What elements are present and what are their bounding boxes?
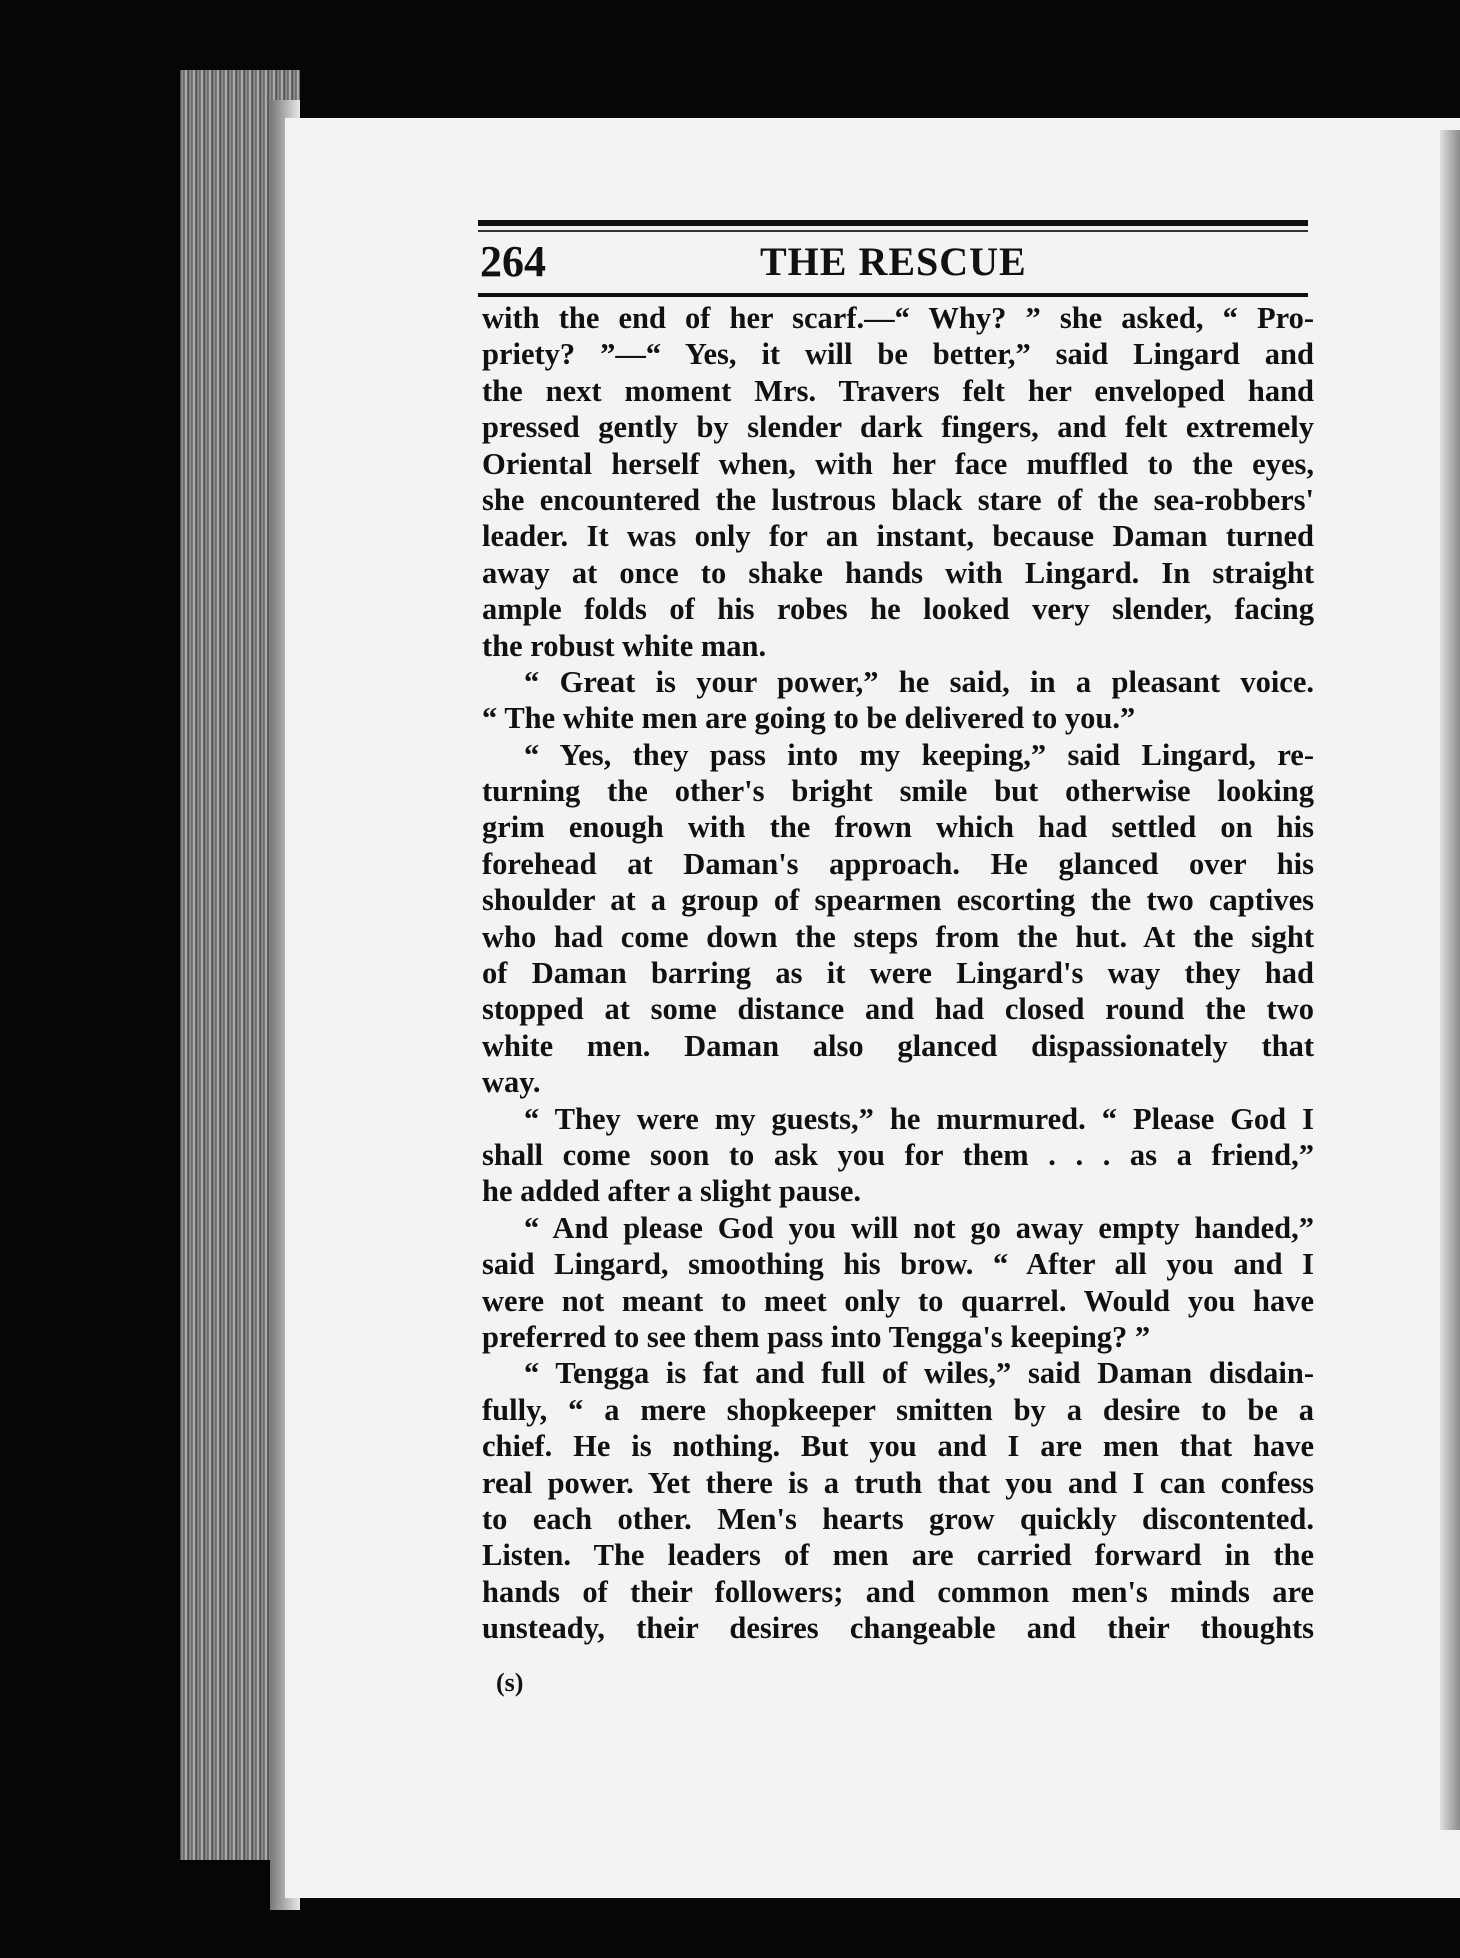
text-line: the robust white man.	[482, 628, 767, 663]
text-line: with the end of her scarf.—“ Why? ” she asked, “ Pro-	[482, 301, 1314, 335]
text-line: chief. He is nothing. But you and I are men that have	[482, 1429, 1314, 1464]
text-line: were not meant to meet only to quarrel. Would you have	[482, 1283, 1314, 1318]
text-line: “ They were my guests,” he murmured. “ Please God I	[524, 1101, 1314, 1136]
header-rule-top	[478, 220, 1308, 226]
running-head: THE RESCUE	[760, 239, 1027, 284]
text-line: “ And please God you will not go away empty handed,”	[524, 1210, 1314, 1245]
text-line: “ The white men are going to be delivered to you.”	[482, 701, 1136, 736]
text-line: ample folds of his robes he looked very slender, facing	[482, 592, 1314, 627]
header-rule-top-thin	[478, 230, 1308, 232]
text-line: the next moment Mrs. Travers felt her enveloped hand	[482, 373, 1314, 408]
text-line: who had come down the steps from the hut. At the sight	[482, 919, 1314, 954]
text-line: turning the other's bright smile but otherwise looking	[482, 774, 1314, 809]
text-line: “ Great is your power,” he said, in a pleasant voice.	[524, 664, 1314, 699]
text-line: unsteady, their desires changeable and their thoughts	[482, 1611, 1314, 1646]
text-line: grim enough with the frown which had settled on his	[482, 810, 1314, 845]
signature-mark: (s)	[496, 1668, 524, 1697]
text-line: to each other. Men's hearts grow quickly discontented.	[482, 1501, 1314, 1536]
page-number: 264	[480, 237, 546, 286]
page-right-edge	[1440, 130, 1460, 1830]
text-line: shoulder at a group of spearmen escorting the two captives	[482, 883, 1314, 918]
text-line: way.	[482, 1065, 541, 1100]
text-line: fully, “ a mere shopkeeper smitten by a desire to be a	[482, 1392, 1314, 1427]
text-line: pressed gently by slender dark fingers, and felt extremely	[482, 410, 1314, 445]
body-text	[482, 300, 1314, 1646]
text-line: said Lingard, smoothing his brow. “ After all you and I	[482, 1247, 1314, 1282]
text-line: “ Tengga is fat and full of wiles,” said Daman disdain-	[524, 1356, 1314, 1391]
text-line: hands of their followers; and common men's minds are	[482, 1574, 1314, 1609]
text-line: shall come soon to ask you for them . . . as a friend,”	[482, 1137, 1314, 1172]
text-line: Listen. The leaders of men are carried forward in the	[482, 1538, 1314, 1573]
text-line: forehead at Daman's approach. He glanced over his	[482, 846, 1314, 881]
text-line: priety? ”—“ Yes, it will be better,” said Lingard and	[482, 337, 1314, 372]
text-line: of Daman barring as it were Lingard's way they had	[482, 956, 1314, 991]
header-rule-bottom	[478, 293, 1308, 297]
text-line: white men. Daman also glanced dispassionately that	[482, 1028, 1314, 1063]
text-line: real power. Yet there is a truth that you and I can confess	[482, 1465, 1314, 1500]
text-line: stopped at some distance and had closed round the two	[482, 992, 1314, 1027]
text-line: she encountered the lustrous black stare of the sea-robbers'	[482, 482, 1314, 517]
text-line: leader. It was only for an instant, because Daman turned	[482, 519, 1314, 554]
text-line: Oriental herself when, with her face muffled to the eyes,	[482, 446, 1314, 481]
text-line: “ Yes, they pass into my keeping,” said Lingard, re-	[524, 737, 1314, 772]
text-line: away at once to shake hands with Lingard. In straight	[482, 555, 1314, 590]
text-line: he added after a slight pause.	[482, 1174, 862, 1209]
text-line: preferred to see them pass into Tengga's keeping? ”	[482, 1319, 1151, 1354]
